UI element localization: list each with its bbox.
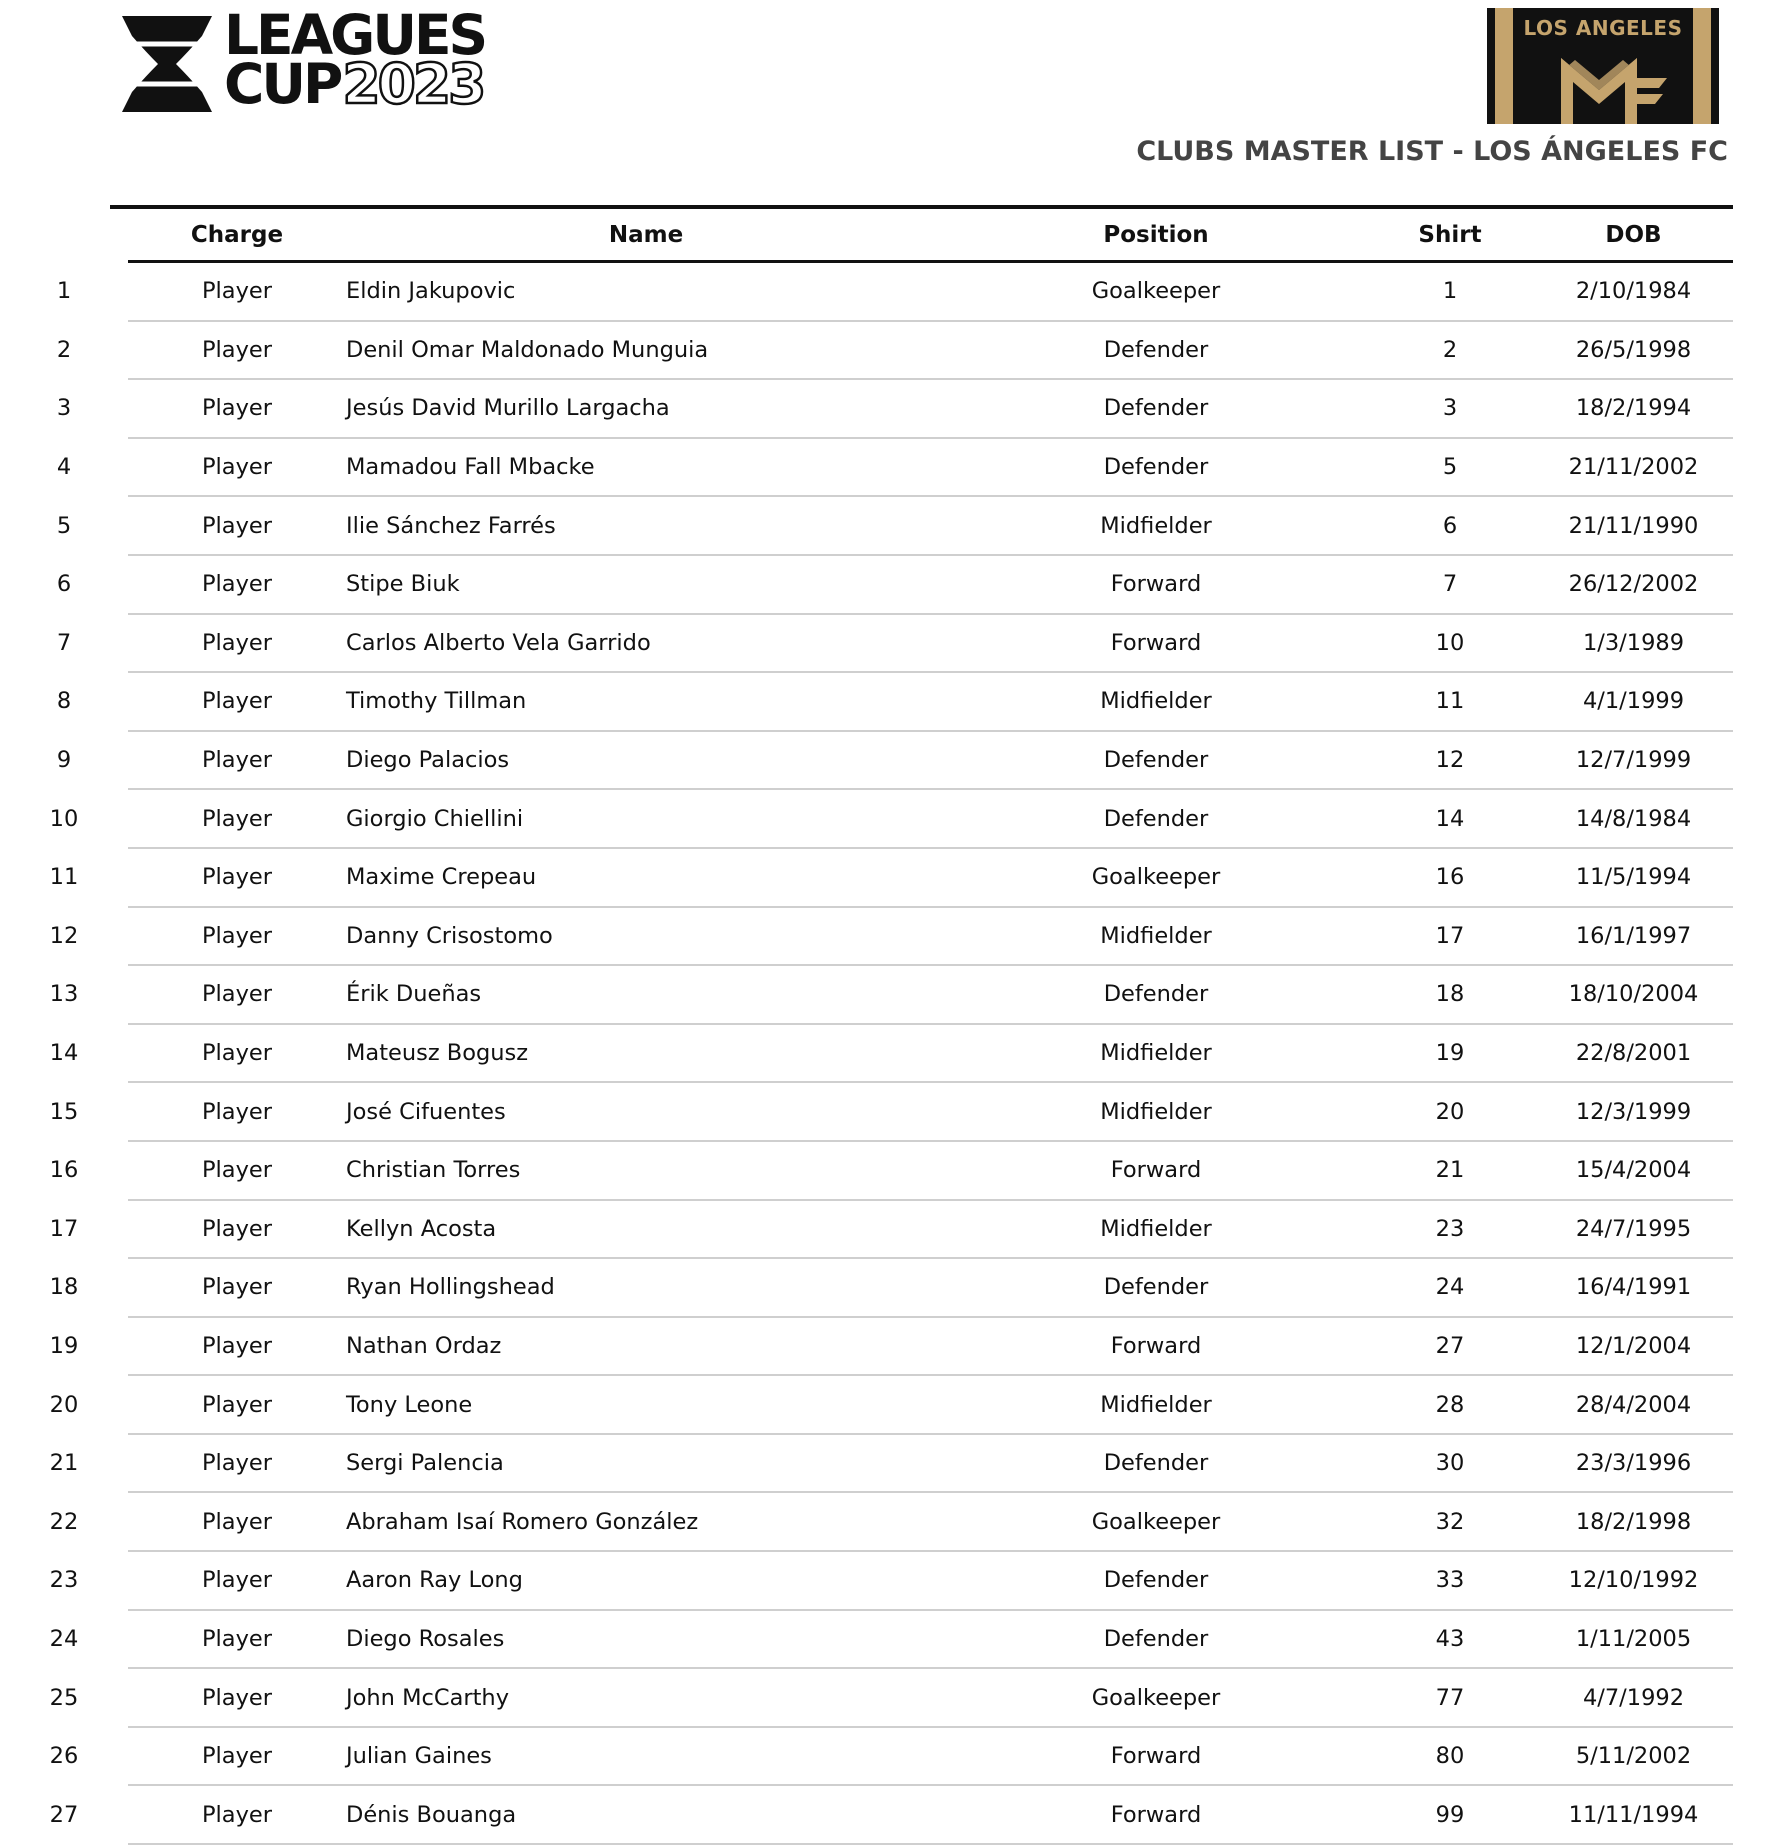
logo-text-cup: CUP [224, 52, 341, 116]
position-column-header: Position [946, 209, 1366, 262]
player-name-cell: Julian Gaines [346, 1727, 946, 1786]
dob-cell: 11/5/1994 [1534, 848, 1733, 907]
shirt-number-cell: 80 [1366, 1727, 1534, 1786]
table-row [0, 965, 1733, 1024]
table-row [0, 1785, 1733, 1844]
table-row [0, 1492, 1733, 1551]
dob-cell: 4/7/1992 [1534, 1668, 1733, 1727]
position-cell: Midfielder [946, 1375, 1366, 1434]
table-row [0, 438, 1733, 497]
dob-cell: 12/10/1992 [1534, 1551, 1733, 1610]
dob-cell: 23/3/1996 [1534, 1434, 1733, 1493]
position-cell: Defender [946, 1551, 1366, 1610]
shirt-number-cell: 33 [1366, 1551, 1534, 1610]
player-name-cell: Christian Torres [346, 1141, 946, 1200]
charge-cell: Player [128, 1610, 346, 1669]
shirt-number-cell: 16 [1366, 848, 1534, 907]
position-cell: Defender [946, 731, 1366, 790]
shirt-number-cell: 12 [1366, 731, 1534, 790]
position-cell: Midfielder [946, 1024, 1366, 1083]
shirt-number-cell: 30 [1366, 1434, 1534, 1493]
shirt-number-cell: 23 [1366, 1200, 1534, 1259]
row-index: 27 [49, 1801, 79, 1828]
table-row [0, 1141, 1733, 1200]
dob-cell: 28/4/2004 [1534, 1375, 1733, 1434]
row-index: 12 [49, 922, 79, 949]
row-index: 1 [56, 278, 72, 305]
player-name-cell: Nathan Ordaz [346, 1317, 946, 1376]
index-column-header [0, 209, 128, 262]
table-row [0, 907, 1733, 966]
shirt-number-cell: 20 [1366, 1082, 1534, 1141]
player-name-cell: Danny Crisostomo [346, 907, 946, 966]
table-row [0, 848, 1733, 907]
position-cell: Goalkeeper [946, 262, 1366, 321]
row-index: 23 [49, 1567, 79, 1594]
table-row [0, 1610, 1733, 1669]
row-index: 22 [49, 1508, 79, 1535]
row-index: 2 [56, 336, 72, 363]
leagues-cup-logo [118, 3, 588, 116]
charge-cell: Player [128, 1727, 346, 1786]
position-cell: Goalkeeper [946, 848, 1366, 907]
shirt-number-cell: 5 [1366, 438, 1534, 497]
player-name-cell: Ilie Sánchez Farrés [346, 496, 946, 555]
player-name-cell: John McCarthy [346, 1668, 946, 1727]
position-cell: Defender [946, 321, 1366, 380]
player-name-cell: Diego Palacios [346, 731, 946, 790]
charge-cell: Player [128, 731, 346, 790]
player-name-cell: Kellyn Acosta [346, 1200, 946, 1259]
dob-cell: 1/11/2005 [1534, 1610, 1733, 1669]
shirt-number-cell: 24 [1366, 1258, 1534, 1317]
document-title: CLUBS MASTER LIST - LOS ÁNGELES FC [1136, 136, 1728, 167]
row-index: 7 [56, 629, 72, 656]
shirt-number-cell: 32 [1366, 1492, 1534, 1551]
charge-cell: Player [128, 1668, 346, 1727]
dob-cell: 2/10/1984 [1534, 262, 1733, 321]
name-column-header: Name [346, 209, 946, 262]
dob-cell: 21/11/2002 [1534, 438, 1733, 497]
charge-cell: Player [128, 789, 346, 848]
charge-cell: Player [128, 321, 346, 380]
row-index: 6 [56, 571, 72, 598]
shirt-number-cell: 99 [1366, 1785, 1534, 1844]
shirt-number-cell: 28 [1366, 1375, 1534, 1434]
position-cell: Forward [946, 555, 1366, 614]
lafc-crest [1487, 8, 1719, 124]
charge-cell: Player [128, 1317, 346, 1376]
player-name-cell: Timothy Tillman [346, 672, 946, 731]
position-cell: Goalkeeper [946, 1668, 1366, 1727]
row-index: 21 [49, 1450, 79, 1477]
row-index: 15 [49, 1098, 79, 1125]
row-index: 20 [49, 1391, 79, 1418]
charge-cell: Player [128, 1258, 346, 1317]
shirt-number-cell: 17 [1366, 907, 1534, 966]
position-cell: Midfielder [946, 1200, 1366, 1259]
shirt-number-cell: 19 [1366, 1024, 1534, 1083]
player-name-cell: Denil Omar Maldonado Munguia [346, 321, 946, 380]
dob-cell: 11/11/1994 [1534, 1785, 1733, 1844]
table-row [0, 1200, 1733, 1259]
dob-cell: 12/3/1999 [1534, 1082, 1733, 1141]
table-row [0, 1082, 1733, 1141]
dob-cell: 18/10/2004 [1534, 965, 1733, 1024]
shirt-number-cell: 1 [1366, 262, 1534, 321]
dob-cell: 21/11/1990 [1534, 496, 1733, 555]
table-row [0, 1551, 1733, 1610]
charge-column-header: Charge [128, 209, 346, 262]
logo-text-cup-year [224, 52, 484, 116]
table-row [0, 1024, 1733, 1083]
player-name-cell: Carlos Alberto Vela Garrido [346, 614, 946, 673]
position-cell: Forward [946, 1727, 1366, 1786]
player-name-cell: Abraham Isaí Romero González [346, 1492, 946, 1551]
dob-cell: 4/1/1999 [1534, 672, 1733, 731]
charge-cell: Player [128, 848, 346, 907]
row-index: 14 [49, 1040, 79, 1067]
charge-cell: Player [128, 1200, 346, 1259]
position-cell: Defender [946, 438, 1366, 497]
dob-cell: 1/3/1989 [1534, 614, 1733, 673]
shirt-number-cell: 10 [1366, 614, 1534, 673]
charge-cell: Player [128, 672, 346, 731]
shirt-number-cell: 27 [1366, 1317, 1534, 1376]
table-header-row [0, 209, 1733, 262]
position-cell: Defender [946, 379, 1366, 438]
player-name-cell: Mateusz Bogusz [346, 1024, 946, 1083]
dob-cell: 26/5/1998 [1534, 321, 1733, 380]
charge-cell: Player [128, 965, 346, 1024]
table-row [0, 1375, 1733, 1434]
charge-cell: Player [128, 1785, 346, 1844]
table-row [0, 614, 1733, 673]
charge-cell: Player [128, 1024, 346, 1083]
dob-cell: 12/7/1999 [1534, 731, 1733, 790]
row-index: 17 [49, 1215, 79, 1242]
table-row [0, 321, 1733, 380]
charge-cell: Player [128, 1434, 346, 1493]
player-name-cell: Dénis Bouanga [346, 1785, 946, 1844]
player-name-cell: Eldin Jakupovic [346, 262, 946, 321]
table-row [0, 731, 1733, 790]
player-name-cell: Tony Leone [346, 1375, 946, 1434]
position-cell: Defender [946, 1434, 1366, 1493]
table-row [0, 789, 1733, 848]
table-row [0, 1258, 1733, 1317]
shirt-number-cell: 77 [1366, 1668, 1534, 1727]
shirt-number-cell: 3 [1366, 379, 1534, 438]
dob-cell: 5/11/2002 [1534, 1727, 1733, 1786]
shirt-number-cell: 6 [1366, 496, 1534, 555]
table-row [0, 379, 1733, 438]
charge-cell: Player [128, 496, 346, 555]
row-index: 8 [56, 688, 72, 715]
row-index: 18 [49, 1274, 79, 1301]
player-name-cell: Diego Rosales [346, 1610, 946, 1669]
player-name-cell: Sergi Palencia [346, 1434, 946, 1493]
charge-cell: Player [128, 1141, 346, 1200]
roster-body [0, 262, 1733, 1845]
position-cell: Goalkeeper [946, 1492, 1366, 1551]
table-row [0, 672, 1733, 731]
dob-cell: 24/7/1995 [1534, 1200, 1733, 1259]
player-name-cell: Mamadou Fall Mbacke [346, 438, 946, 497]
shirt-number-cell: 7 [1366, 555, 1534, 614]
player-name-cell: Stipe Biuk [346, 555, 946, 614]
player-name-cell: Ryan Hollingshead [346, 1258, 946, 1317]
charge-cell: Player [128, 438, 346, 497]
position-cell: Defender [946, 1610, 1366, 1669]
shirt-number-cell: 21 [1366, 1141, 1534, 1200]
position-cell: Forward [946, 1141, 1366, 1200]
player-name-cell: Maxime Crepeau [346, 848, 946, 907]
player-name-cell: Aaron Ray Long [346, 1551, 946, 1610]
table-row [0, 262, 1733, 321]
charge-cell: Player [128, 907, 346, 966]
logo-text-leagues: LEAGUES [224, 3, 486, 67]
lafc-city-label: LOS ANGELES [1523, 16, 1683, 40]
charge-cell: Player [128, 555, 346, 614]
row-index: 5 [56, 512, 72, 539]
row-index: 11 [49, 864, 79, 891]
shirt-number-cell: 2 [1366, 321, 1534, 380]
table-row [0, 496, 1733, 555]
table-row [0, 1668, 1733, 1727]
table-row [0, 1434, 1733, 1493]
position-cell: Midfielder [946, 907, 1366, 966]
table-row [0, 555, 1733, 614]
row-index: 26 [49, 1743, 79, 1770]
charge-cell: Player [128, 1492, 346, 1551]
player-name-cell: José Cifuentes [346, 1082, 946, 1141]
row-index: 4 [56, 454, 72, 481]
position-cell: Defender [946, 1258, 1366, 1317]
player-name-cell: Giorgio Chiellini [346, 789, 946, 848]
position-cell: Forward [946, 1785, 1366, 1844]
roster-table [0, 209, 1733, 1845]
row-index: 10 [49, 805, 79, 832]
leagues-cup-trophy-icon [118, 14, 216, 114]
charge-cell: Player [128, 379, 346, 438]
dob-cell: 14/8/1984 [1534, 789, 1733, 848]
charge-cell: Player [128, 1551, 346, 1610]
row-index: 24 [49, 1625, 79, 1652]
dob-cell: 16/1/1997 [1534, 907, 1733, 966]
shirt-number-cell: 43 [1366, 1610, 1534, 1669]
position-cell: Forward [946, 1317, 1366, 1376]
shirt-number-cell: 14 [1366, 789, 1534, 848]
table-row [0, 1317, 1733, 1376]
player-name-cell: Jesús David Murillo Largacha [346, 379, 946, 438]
dob-cell: 18/2/1994 [1534, 379, 1733, 438]
position-cell: Midfielder [946, 1082, 1366, 1141]
charge-cell: Player [128, 1375, 346, 1434]
table-row [0, 1727, 1733, 1786]
charge-cell: Player [128, 614, 346, 673]
row-index: 3 [56, 395, 72, 422]
dob-cell: 15/4/2004 [1534, 1141, 1733, 1200]
shirt-column-header: Shirt [1366, 209, 1534, 262]
row-index: 19 [49, 1332, 79, 1359]
position-cell: Midfielder [946, 496, 1366, 555]
position-cell: Defender [946, 965, 1366, 1024]
logo-text-year: 2023 [342, 52, 484, 116]
position-cell: Defender [946, 789, 1366, 848]
shirt-number-cell: 11 [1366, 672, 1534, 731]
row-index: 16 [49, 1157, 79, 1184]
dob-cell: 22/8/2001 [1534, 1024, 1733, 1083]
row-index: 25 [49, 1684, 79, 1711]
dob-cell: 16/4/1991 [1534, 1258, 1733, 1317]
position-cell: Forward [946, 614, 1366, 673]
dob-column-header: DOB [1534, 209, 1733, 262]
player-name-cell: Érik Dueñas [346, 965, 946, 1024]
charge-cell: Player [128, 262, 346, 321]
dob-cell: 26/12/2002 [1534, 555, 1733, 614]
dob-cell: 12/1/2004 [1534, 1317, 1733, 1376]
shirt-number-cell: 18 [1366, 965, 1534, 1024]
row-index: 13 [49, 981, 79, 1008]
dob-cell: 18/2/1998 [1534, 1492, 1733, 1551]
row-index: 9 [56, 747, 72, 774]
position-cell: Midfielder [946, 672, 1366, 731]
charge-cell: Player [128, 1082, 346, 1141]
